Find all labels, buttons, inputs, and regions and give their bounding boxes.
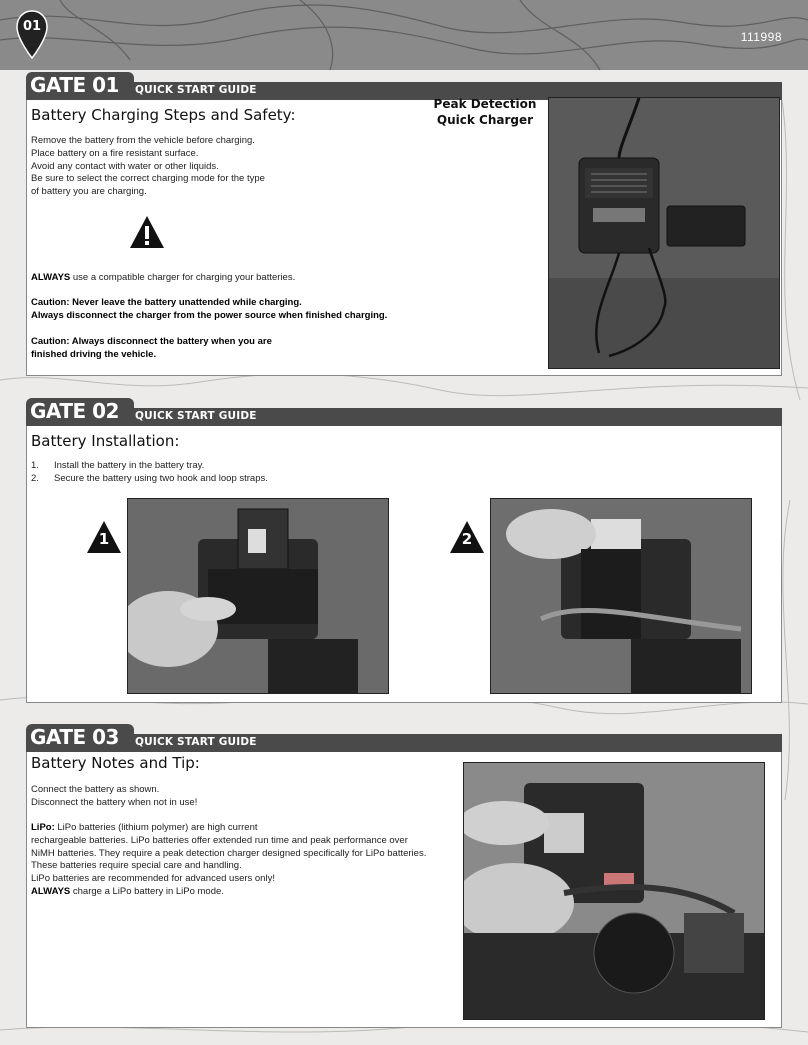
step-text: Secure the battery using two hook and loop straps. [54, 472, 268, 484]
lipo-line: LiPo batteries are recommended for advanced users only! [31, 873, 275, 885]
gate-03-heading: Battery Notes and Tip: [31, 754, 200, 772]
lipo-line: LiPo batteries (lithium polymer) are high current [54, 822, 258, 833]
step-item [31, 473, 268, 486]
gate-01-panel [26, 97, 782, 376]
document-number: 111998 [740, 30, 782, 44]
charger-photo-image [549, 98, 779, 368]
gate-02-header [26, 399, 782, 426]
step-badge-number: 1 [98, 530, 110, 548]
step-badge-1 [87, 521, 121, 557]
gate-03-notes [31, 784, 197, 810]
step-number: 1. [31, 460, 39, 471]
page-marker-number: 01 [22, 19, 42, 34]
gate-01-caution-1 [31, 297, 387, 323]
always-label: ALWAYS [31, 885, 71, 897]
note-line: Disconnect the battery when not in use! [31, 796, 198, 808]
lipo-line: These batteries require special care and handling. [31, 860, 242, 872]
caution-line: finished driving the vehicle. [31, 348, 157, 360]
warning-icon [129, 215, 165, 249]
install-photo-1 [127, 498, 389, 694]
charger-caption [423, 96, 547, 128]
step-text: Install the battery in the battery tray. [54, 460, 205, 471]
intro-line: Remove the battery from the vehicle before charging. [31, 135, 255, 146]
gate-03-subtitle: QUICK START GUIDE [135, 736, 257, 748]
gate-01-caution-2 [31, 336, 272, 362]
lipo-label: LiPo: [31, 822, 55, 833]
gate-03-panel [26, 752, 782, 1028]
map-pin-icon [16, 10, 48, 60]
lipo-line: NiMH batteries. They require a peak detection charger designed specifically for LiPo batteries. [31, 847, 427, 859]
gate-01-intro [31, 135, 265, 199]
always-label: ALWAYS [31, 272, 71, 283]
intro-line: Be sure to select the correct charging mode for the type [31, 173, 265, 185]
gate-01-subtitle: QUICK START GUIDE [135, 84, 257, 96]
charger-caption-line: Quick Charger [436, 113, 534, 127]
charger-caption-line: Peak Detection [433, 97, 537, 111]
install-photo-2 [490, 498, 752, 694]
gate-02-section [26, 399, 782, 703]
gate-02-heading: Battery Installation: [31, 432, 180, 450]
step-item [31, 460, 268, 473]
step-badge-2 [450, 521, 484, 557]
install-photo-1-image [128, 499, 388, 693]
gate-02-subtitle: QUICK START GUIDE [135, 410, 257, 422]
caution-line: Caution: Always disconnect the battery when you are [31, 336, 272, 347]
note-line: Connect the battery as shown. [31, 784, 160, 795]
lipo-line: rechargeable batteries. LiPo batteries offer extended run time and peak performance over [31, 834, 408, 846]
gate-01-section [26, 73, 782, 376]
connection-photo-image [464, 763, 764, 1019]
gate-02-title: GATE 02 [30, 399, 119, 423]
connection-photo [463, 762, 765, 1020]
gate-02-steps [31, 460, 268, 486]
gate-03-header [26, 725, 782, 752]
always-text: use a compatible charger for charging your batteries. [70, 272, 296, 283]
step-badge-number: 2 [461, 530, 473, 548]
gate-01-title: GATE 01 [30, 73, 119, 97]
gate-02-panel [26, 426, 782, 703]
always-text: charge a LiPo battery in LiPo mode. [70, 885, 224, 897]
intro-line: of battery you are charging. [31, 186, 147, 198]
gate-03-title: GATE 03 [30, 725, 119, 749]
gate-01-always [31, 272, 295, 285]
install-photo-2-image [491, 499, 751, 693]
charger-photo [548, 97, 780, 369]
page-marker [16, 10, 48, 60]
gate-03-lipo [31, 822, 426, 899]
intro-line: Place battery on a fire resistant surface. [31, 147, 199, 159]
step-number: 2. [31, 472, 39, 484]
gate-01-heading: Battery Charging Steps and Safety: [31, 106, 296, 124]
caution-line: Caution: Never leave the battery unattended while charging. [31, 297, 302, 308]
gate-03-section [26, 725, 782, 1028]
caution-line: Always disconnect the charger from the power source when finished charging. [31, 309, 388, 321]
intro-line: Avoid any contact with water or other liquids. [31, 160, 219, 172]
